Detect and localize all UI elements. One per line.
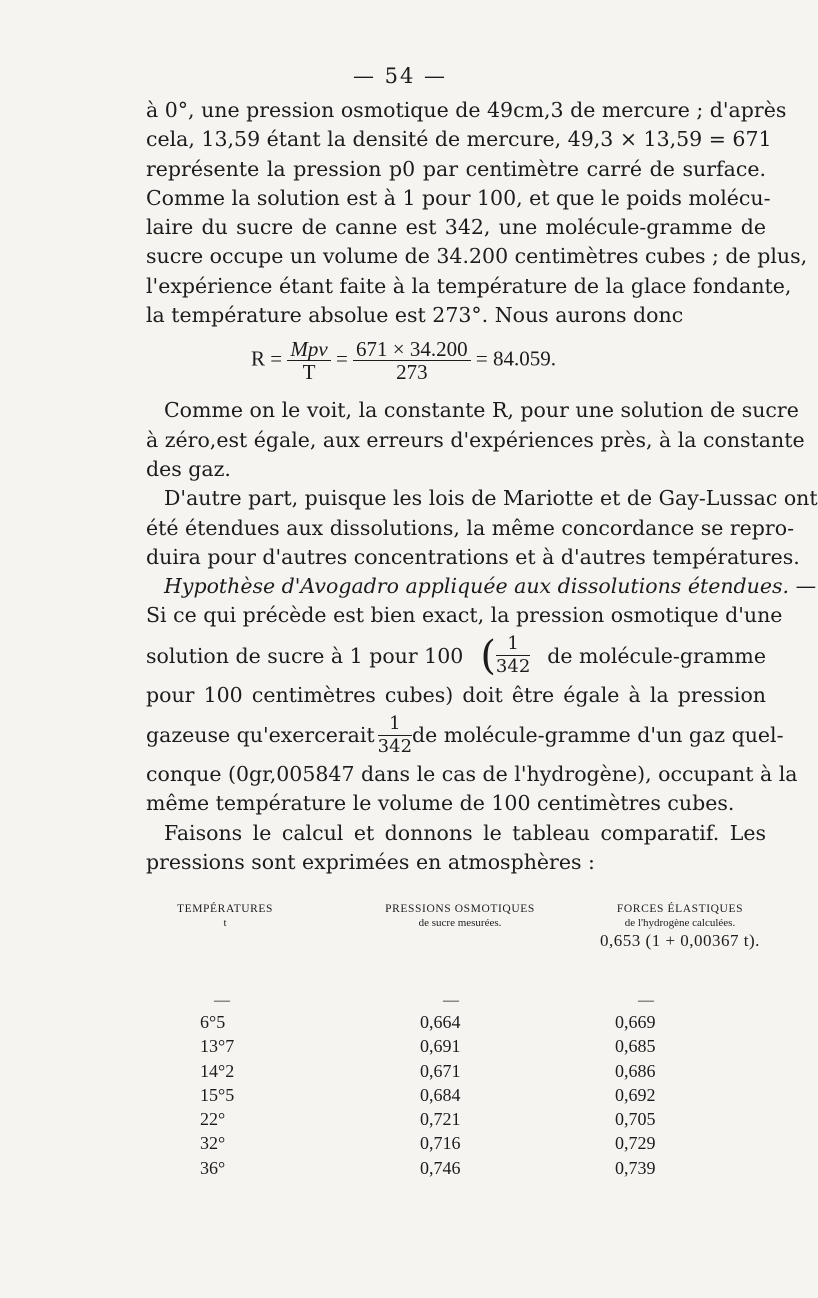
text-line: duira pour d'autres concentrations et à d'autres températures. — [146, 544, 800, 569]
cell-temperature: 6°5 — [200, 1012, 226, 1032]
column-dash: — — [214, 992, 230, 1009]
cell-elastic-force: 0,686 — [615, 1060, 656, 1081]
paragraph-1 — [146, 96, 808, 330]
table-row — [150, 1109, 790, 1133]
text-line: sucre occupe un volume de 34.200 centimètres cubes ; de plus, — [146, 244, 808, 269]
column-subtitle: t — [223, 917, 227, 929]
fraction-numerator: 1 — [496, 633, 530, 656]
fraction-numerator: 1 — [378, 713, 412, 736]
paragraph-5 — [146, 819, 766, 878]
cell-temperature: 32° — [200, 1133, 226, 1154]
fraction-denominator: 342 — [495, 656, 531, 678]
formula-equals: = — [335, 346, 348, 371]
text-line: représente la pression p0 par centimètre carré de surface. — [146, 156, 766, 181]
parenthesized-fraction — [480, 631, 530, 681]
text-line: même température le volume de 100 centimètres cubes. — [146, 791, 735, 816]
cell-elastic-force: 0,692 — [615, 1084, 656, 1105]
paragraph-2 — [146, 396, 805, 484]
section-heading-title: Hypothèse d'Avogadro appliquée aux dissolutions étendues. — [164, 574, 790, 599]
cell-temperature: 15°5 — [200, 1084, 235, 1105]
formula-lhs: R = — [251, 346, 283, 371]
text-segment: gazeuse qu'exercerait — [146, 723, 375, 748]
text-segment: de molécule-gramme d'un gaz quel- — [412, 723, 784, 748]
table-row — [150, 1012, 790, 1036]
text-line: des gaz. — [146, 456, 231, 481]
text-line: Si ce qui précède est bien exact, la pression osmotique d'une — [146, 603, 783, 628]
text-line: D'autre part, puisque les lois de Mariotte et de Gay-Lussac ont — [164, 486, 818, 511]
text-line: à zéro,est égale, aux erreurs d'expériences près, à la constante — [146, 427, 805, 452]
page-number: — 54 — — [352, 64, 448, 88]
fraction-numeric — [353, 338, 471, 383]
cell-elastic-force: 0,669 — [615, 1012, 656, 1032]
cell-osmotic-pressure: 0,746 — [420, 1157, 461, 1178]
text-line: laire du sucre de canne est 342, une molécule-gramme de — [146, 215, 766, 240]
table-row — [150, 1158, 790, 1182]
cell-temperature: 14°2 — [200, 1060, 235, 1081]
cell-elastic-force: 0,739 — [615, 1157, 656, 1178]
fraction-one-over-342 — [378, 713, 412, 758]
text-segment: solution de sucre à 1 pour 100 — [146, 643, 464, 668]
text-line: pour 100 centimètres cubes) doit être égale à la pression — [146, 682, 766, 707]
text-line: été étendues aux dissolutions, la même concordance se repro- — [146, 515, 795, 540]
table-body — [150, 1012, 790, 1182]
open-paren: ( — [480, 632, 496, 679]
column-header-temperatures — [150, 902, 300, 930]
text-line-with-fraction — [146, 631, 766, 681]
column-header-osmotic-pressures — [355, 902, 565, 930]
fraction-mpv-over-t — [287, 338, 330, 383]
formula-result: = 84.059. — [475, 346, 556, 371]
column-dash: — — [443, 992, 459, 1009]
fraction-numerator: Mpv — [287, 338, 330, 361]
fraction-one-over-342 — [496, 633, 530, 678]
text-line: à 0°, une pression osmotique de 49cm,3 de mercure ; d'après — [146, 98, 787, 122]
text-line: pressions sont exprimées en atmosphères : — [146, 849, 595, 874]
column-subtitle: de l'hydrogène calculées. — [624, 917, 736, 929]
column-title: FORCES ÉLASTIQUES — [616, 903, 744, 915]
text-line: la température absolue est 273°. Nous aurons donc — [146, 303, 684, 328]
cell-osmotic-pressure: 0,721 — [420, 1109, 461, 1130]
section-heading — [146, 572, 817, 601]
cell-osmotic-pressure: 0,716 — [420, 1133, 461, 1154]
text-line: cela, 13,59 étant la densité de mercure, 49,3 × 13,59 = 671 — [146, 127, 772, 152]
body-text — [146, 96, 818, 877]
text-line: l'expérience étant faite à la température de la glace fondante, — [146, 273, 792, 298]
cell-osmotic-pressure: 0,664 — [420, 1012, 461, 1032]
column-header-elastic-forces — [570, 902, 790, 948]
column-title: PRESSIONS OSMOTIQUES — [385, 903, 535, 915]
cell-osmotic-pressure: 0,684 — [420, 1084, 461, 1105]
table-row — [150, 1036, 790, 1060]
cell-elastic-force: 0,705 — [615, 1109, 656, 1130]
cell-osmotic-pressure: 0,671 — [420, 1060, 461, 1081]
text-with-fraction — [146, 710, 412, 760]
column-subtitle: de sucre mesurées. — [418, 917, 502, 929]
gas-constant-formula — [146, 330, 766, 388]
fraction-denominator: T — [302, 360, 316, 385]
table-row — [150, 1061, 790, 1085]
table-row — [150, 1085, 790, 1109]
text-segment: de molécule-gramme — [547, 643, 766, 668]
column-title: TEMPÉRATURES — [176, 903, 274, 915]
section-heading-dash: — — [795, 574, 817, 599]
text-line: conque (0gr,005847 dans le cas de l'hydrogène), occupant à la — [146, 762, 798, 787]
cell-temperature: 22° — [200, 1109, 226, 1130]
table-row — [150, 1133, 790, 1157]
cell-temperature: 13°7 — [200, 1036, 235, 1057]
text-line-with-fraction — [146, 710, 784, 760]
fraction-numerator: 671 × 34.200 — [353, 338, 471, 361]
column-dash: — — [638, 992, 654, 1009]
cell-temperature: 36° — [200, 1157, 226, 1178]
table-header — [150, 902, 790, 1009]
fraction-denominator: 273 — [396, 360, 428, 385]
paragraph-4 — [146, 601, 798, 818]
comparison-table — [150, 902, 790, 1178]
text-line: Faisons le calcul et donnons le tableau comparatif. Les — [164, 820, 766, 845]
text-line: Comme la solution est à 1 pour 100, et que le poids molécu- — [146, 185, 771, 210]
cell-osmotic-pressure: 0,691 — [420, 1036, 461, 1057]
cell-elastic-force: 0,685 — [615, 1036, 656, 1057]
cell-elastic-force: 0,729 — [615, 1133, 656, 1154]
text-line: Comme on le voit, la constante R, pour une solution de sucre — [164, 398, 799, 423]
fraction-denominator: 342 — [377, 735, 413, 757]
paragraph-3 — [146, 484, 818, 572]
column-formula: 0,653 (1 + 0,00367 t). — [600, 931, 760, 950]
